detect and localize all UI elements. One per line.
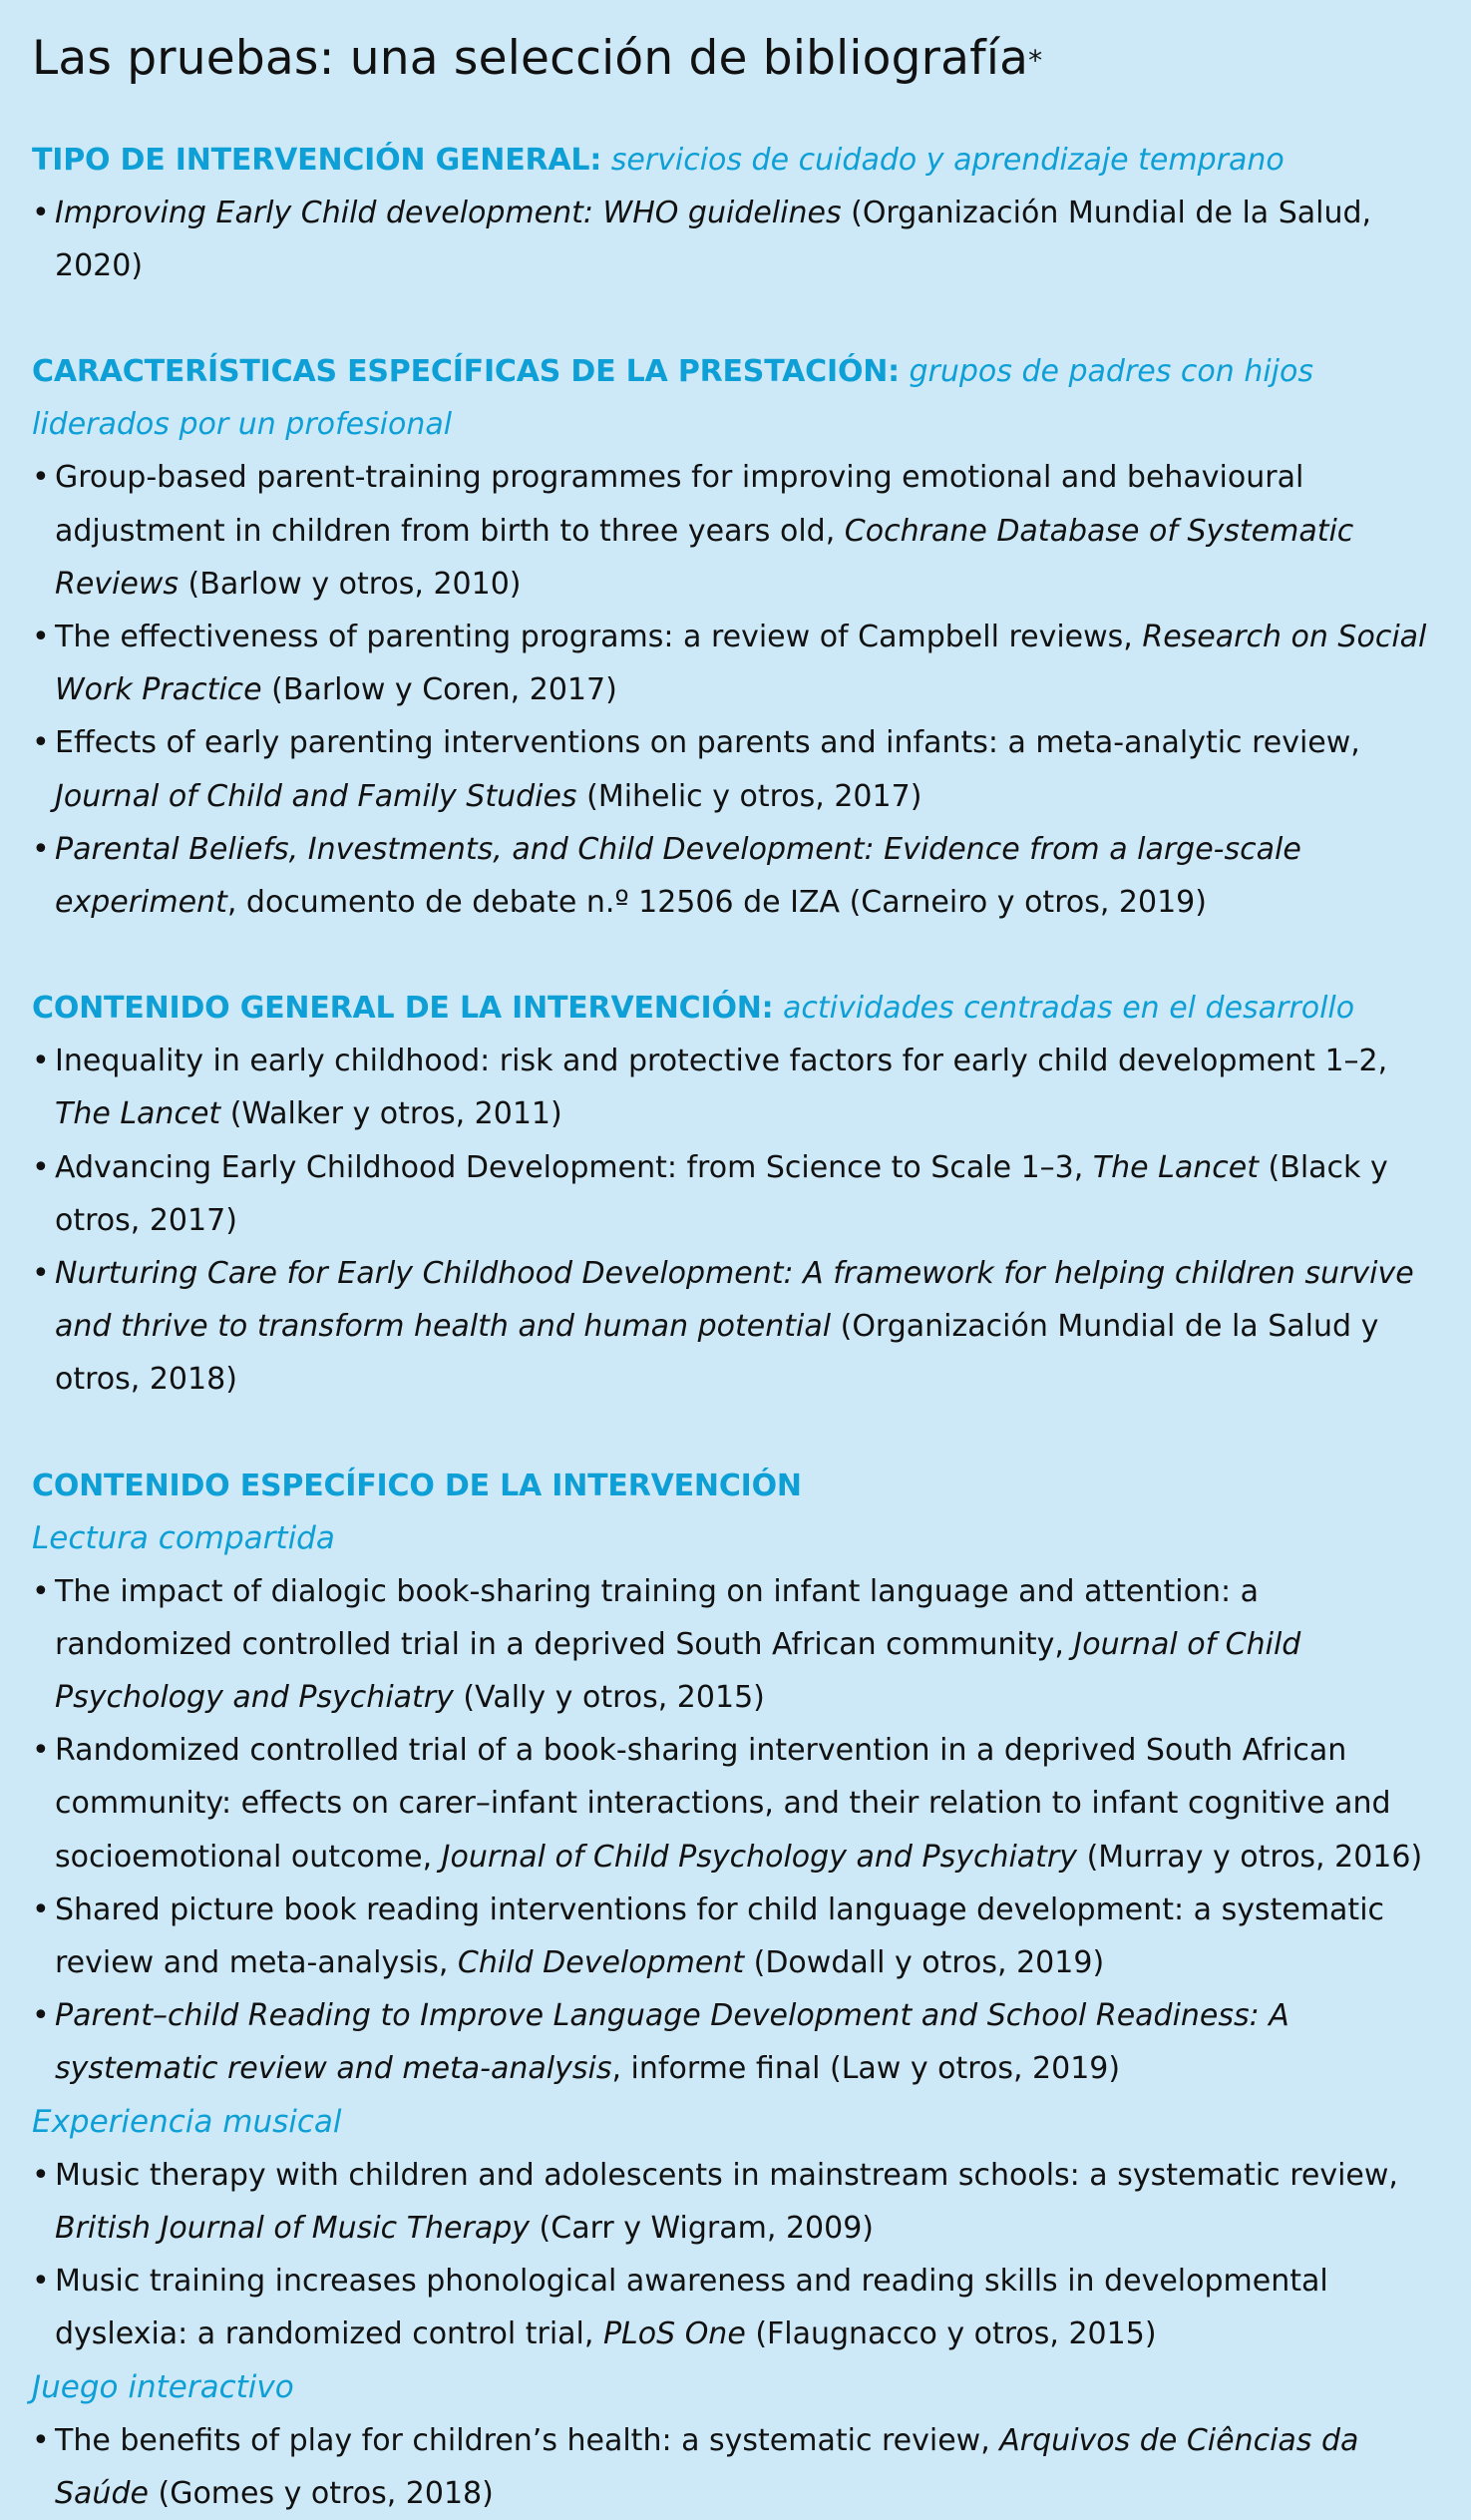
reference-item (32, 1884, 1439, 1989)
reference-text: (Vally y otros, 2015) (453, 1680, 765, 1716)
group-subheading: Lectura compartida (32, 1519, 335, 1556)
bibliography-section (32, 1460, 1439, 2520)
reference-item (32, 2255, 1439, 2360)
reference-item (32, 1724, 1439, 1884)
reference-text: Effects of early parenting interventions on parents and infants: a meta-analytic review, (55, 725, 1360, 761)
reference-item (32, 611, 1439, 716)
reference-italic-text: Nurturing Care for Early Childhood Development: A framework for helping children survive and thrive to transform health and human potential (55, 1256, 1414, 1345)
reference-italic-text: British Journal of Music Therapy (55, 2210, 531, 2246)
reference-text: Advancing Early Childhood Development: from Science to Scale 1–3, (55, 1149, 1093, 1185)
reference-text: Music training increases phonological awareness and reading skills in developmental dyslexia: a randomized control trial, (55, 2264, 1328, 2352)
section-heading-label: CARACTERÍSTICAS ESPECÍFICAS DE LA PRESTACIÓN: (32, 354, 900, 390)
reference-text: (Organización Mundial de la Salud y otros, 2018) (55, 1309, 1379, 1398)
reference-text: Inequality in early childhood: risk and protective factors for early child development 1–2, (55, 1044, 1388, 1079)
group-subheading: Experiencia musical (32, 2103, 342, 2140)
reference-italic-text: Journal of Child Psychology and Psychiatry (55, 1626, 1301, 1716)
section-heading-label: CONTENIDO GENERAL DE LA INTERVENCIÓN: (32, 991, 774, 1027)
reference-italic-text: Research on Social Work Practice (55, 620, 1427, 708)
reference-item (32, 716, 1439, 822)
sections-container (32, 134, 1439, 2520)
reference-text: The effectiveness of parenting programs: a review of Campbell reviews, (55, 620, 1143, 655)
reference-text: , documento de debate n.º 12506 de IZA (Carneiro y otros, 2019) (226, 885, 1207, 921)
reference-text: (Mihelic y otros, 2017) (576, 778, 922, 814)
reference-text: (Gomes y otros, 2018) (148, 2475, 494, 2511)
reference-item (32, 1141, 1439, 1247)
reference-text: The impact of dialogic book-sharing training on infant language and attention: a randomized controlled trial in a deprived South African community, (55, 1573, 1259, 1662)
reference-text: (Barlow y otros, 2010) (179, 566, 522, 602)
reference-text: (Organización Mundial de la Salud, 2020) (55, 196, 1372, 284)
section-heading-subtitle: actividades centradas en el desarrollo (783, 991, 1355, 1027)
page-title (32, 26, 1439, 92)
reference-italic-text: Journal of Child Psychology and Psychiatry (441, 1839, 1078, 1875)
section-heading-label: TIPO DE INTERVENCIÓN GENERAL: (32, 143, 602, 178)
page-title-text: Las pruebas: una selección de bibliografía (32, 31, 1029, 86)
bibliography-section (32, 345, 1439, 929)
section-heading (32, 134, 1439, 187)
section-heading-label: CONTENIDO ESPECÍFICO DE LA INTERVENCIÓN (32, 1468, 802, 1503)
reference-italic-text: Parental Beliefs, Investments, and Child Development: Evidence from a large-scale experiment (55, 831, 1301, 921)
reference-text: The benefits of play for children’s health: a systematic review, (55, 2422, 1000, 2458)
section-heading-subtitle: servicios de cuidado y aprendizaje temprano (610, 143, 1285, 178)
reference-text: Music therapy with children and adolescents in mainstream schools: a systematic review, (55, 2157, 1398, 2193)
reference-text: Shared picture book reading interventions for child language development: a systematic review and meta-analysis, (55, 1891, 1385, 1981)
reference-list (32, 1565, 1439, 2096)
reference-text: , informe final (Law y otros, 2019) (611, 2051, 1121, 2087)
group-subheading: Juego interactivo (32, 2368, 294, 2405)
reference-text: (Murray y otros, 2016) (1077, 1839, 1423, 1875)
reference-item (32, 1247, 1439, 1407)
reference-list (32, 2149, 1439, 2361)
reference-text: Randomized controlled trial of a book-sharing intervention in a deprived South African community: effects on carer–infant interactions, and their relation to infant cognitive and socioemotional outcome, (55, 1733, 1391, 1875)
bibliography-section (32, 982, 1439, 1406)
reference-italic-text: The Lancet (1092, 1149, 1259, 1185)
reference-item (32, 2149, 1439, 2255)
bibliography-section (32, 134, 1439, 292)
section-heading (32, 982, 1439, 1035)
reference-list (32, 451, 1439, 929)
reference-item (32, 1565, 1439, 1725)
reference-text: (Black y otros, 2017) (55, 1149, 1388, 1238)
reference-italic-text: Child Development (457, 1945, 745, 1981)
reference-item (32, 1035, 1439, 1140)
reference-text: (Walker y otros, 2011) (220, 1096, 562, 1132)
reference-item (32, 823, 1439, 929)
reference-italic-text: Arquivos de Ciências da Saúde (55, 2422, 1359, 2511)
reference-item (32, 451, 1439, 611)
reference-list (32, 187, 1439, 292)
reference-italic-text: Parent–child Reading to Improve Language Development and School Readiness: A systematic review and meta-analysis (55, 1998, 1289, 2087)
section-heading-subtitle: grupos de padres con hijos liderados por un profesional (32, 354, 1313, 443)
section-heading (32, 1460, 1439, 1512)
footnote-mark: * (1028, 44, 1043, 77)
reference-italic-text: Cochrane Database of Systematic Reviews (55, 513, 1354, 602)
reference-text: Group-based parent-training programmes for improving emotional and behavioural adjustment in children from birth to three years old, (55, 460, 1304, 549)
reference-text: (Carr y Wigram, 2009) (530, 2210, 875, 2246)
reference-italic-text: Journal of Child and Family Studies (55, 778, 577, 814)
reference-text: (Dowdall y otros, 2019) (744, 1945, 1105, 1981)
reference-text: (Barlow y Coren, 2017) (261, 672, 617, 708)
reference-text: (Flaugnacco y otros, 2015) (745, 2316, 1157, 2352)
section-heading (32, 345, 1439, 451)
reference-list (32, 1035, 1439, 1406)
reference-italic-text: The Lancet (55, 1096, 221, 1132)
reference-italic-text: PLoS One (602, 2316, 746, 2352)
reference-item (32, 187, 1439, 292)
reference-italic-text: Improving Early Child development: WHO guidelines (55, 196, 842, 230)
reference-item (32, 1989, 1439, 2095)
